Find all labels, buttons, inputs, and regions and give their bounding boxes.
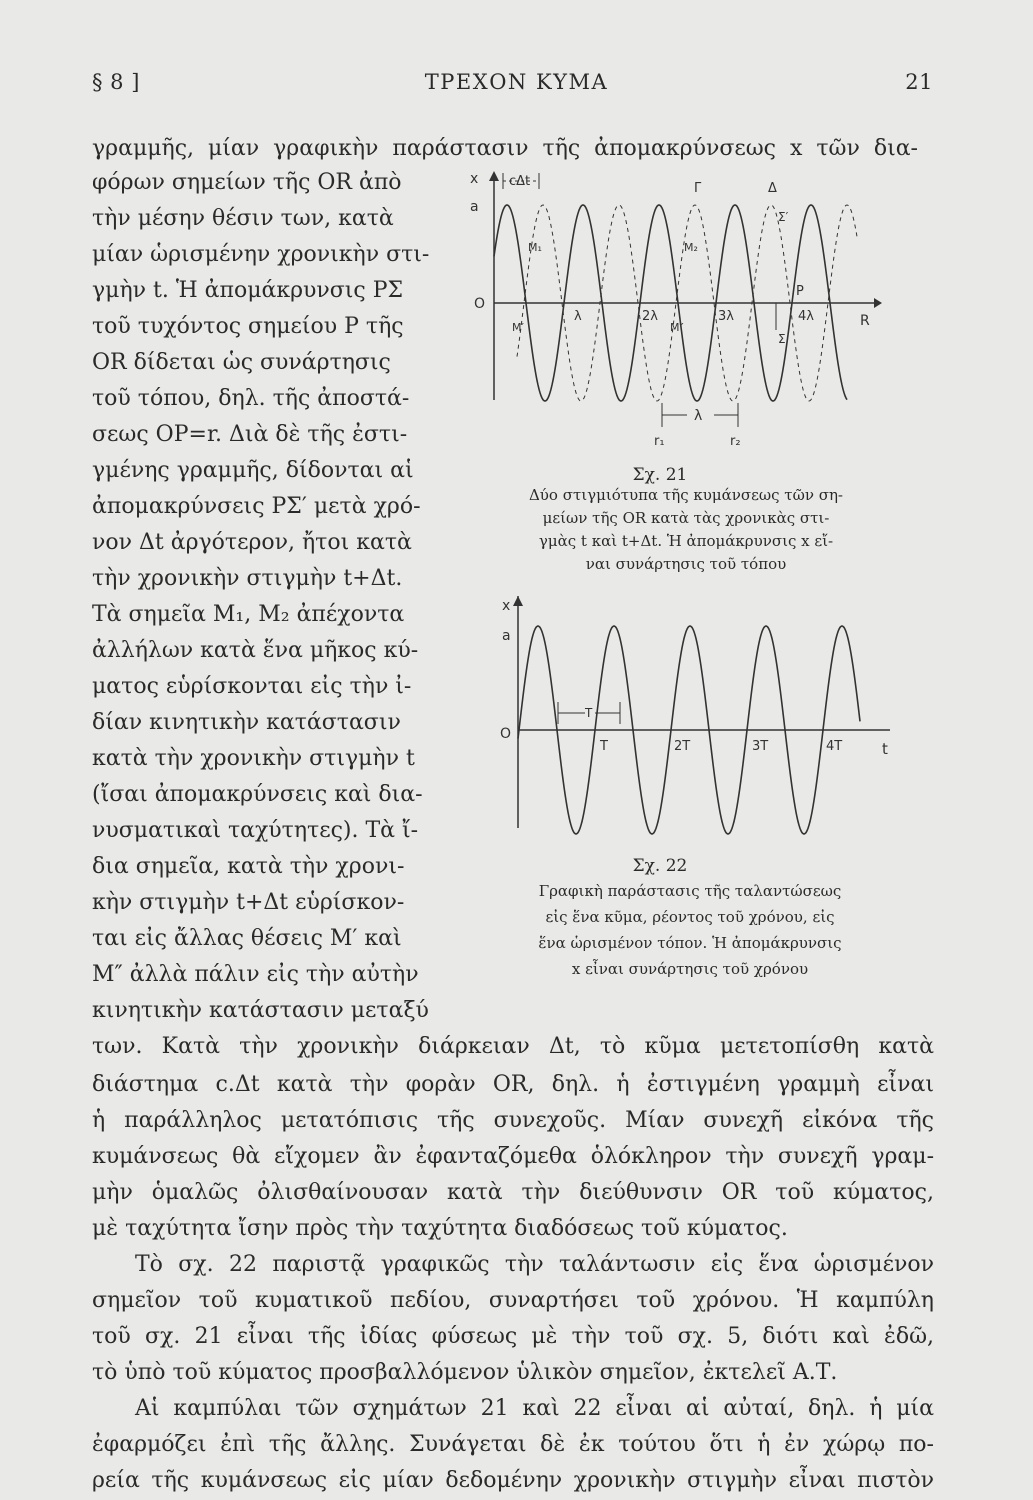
fig21-label-r: R: [860, 313, 870, 329]
text-line: των. Κατὰ τὴν χρονικὴν διάρκειαν Δt, τὸ κῦμα μετετοπίσθη κατὰ: [92, 1034, 934, 1059]
text-line: τοῦ τόπου, δηλ. τῆς ἀποστά-: [92, 386, 410, 411]
text-line: τὸ ὑπὸ τοῦ κύματος προσβαλλόμενον ὑλικὸν σημεῖον, ἐκτελεῖ Α.Τ.: [92, 1360, 838, 1385]
fig22-label-4T: 4T: [826, 739, 843, 754]
fig21-x-arrowhead: [489, 171, 499, 181]
fig22-label-T-span: T: [585, 706, 593, 720]
text-line: γμὴν t. Ἡ ἀπομάκρυνσις PΣ: [92, 278, 404, 303]
fig21-label-o: O: [474, 296, 486, 312]
text-line: τοῦ σχ. 21 εἶναι τῆς ἰδίας φύσεως μὲ τὴν τοῦ σχ. 5, διότι καὶ ἐδῶ,: [92, 1324, 934, 1349]
section-marker: § 8 ]: [92, 70, 140, 94]
fig21-label-mp: M′: [512, 321, 524, 334]
fig22-label-3T: 3T: [752, 739, 769, 754]
text-line: Αἱ καμπύλαι τῶν σχημάτων 21 καὶ 22 εἶναι αἱ αὐταί, δηλ. ἡ μία: [135, 1396, 934, 1421]
figure-22-caption-line: Γραφικὴ παράστασις τῆς ταλαντώσεως: [538, 882, 842, 900]
fig22-x-arrowhead: [513, 596, 523, 606]
fig21-label-r2: r₂: [730, 434, 741, 449]
fig21-label-delta: Δ: [768, 181, 777, 196]
text-line: ἀπομακρύνσεις PΣ′ μετὰ χρό-: [92, 494, 421, 519]
fig21-label-x: x: [470, 171, 479, 187]
fig21-label-lambda3: 3λ: [718, 309, 734, 324]
figure-21-caption-line: μείων τῆς OR κατὰ τὰς χρονικὰς στι-: [542, 509, 830, 527]
fig22-label-t: t: [882, 740, 888, 758]
text-line: κυμάνσεως θὰ εἴχομεν ἂν ἐφανταζόμεθα ὁλόκληρον τὴν συνεχῆ γραμ-: [92, 1144, 934, 1169]
fig22-label-a: a: [502, 628, 511, 644]
text-line: δια σημεῖα, κατὰ τὴν χρονι-: [92, 854, 405, 879]
figure-21-caption-line: ναι συνάρτησις τοῦ τόπου: [585, 555, 787, 573]
text-line: τοῦ τυχόντος σημείου P τῆς: [92, 314, 404, 339]
text-line: ἀλλήλων κατὰ ἕνα μῆκος κύ-: [92, 638, 419, 663]
figure-21-diagram: [462, 165, 892, 455]
fig21-label-lambda-span: λ: [694, 408, 703, 424]
text-line: μίαν ὡρισμένην χρονικὴν στι-: [92, 242, 430, 267]
figure-22-diagram: [490, 592, 910, 842]
running-title: ΤΡΕΧΟΝ ΚΥΜΑ: [424, 70, 609, 94]
figure-22-caption-line: x εἶναι συνάρτησις τοῦ χρόνου: [571, 960, 809, 978]
fig21-label-sigma: Σ: [778, 332, 786, 346]
text-line: Τὰ σημεῖα M₁, M₂ ἀπέχοντα: [92, 602, 405, 627]
text-line: ται εἰς ἄλλας θέσεις M′ καὶ: [92, 926, 402, 951]
fig22-label-o: O: [500, 726, 512, 742]
fig21-r-arrowhead: [874, 298, 882, 308]
text-line: M″ ἀλλὰ πάλιν εἰς τὴν αὐτὴν: [92, 962, 419, 987]
fig21-label-mpp: M″: [670, 321, 684, 334]
fig22-label-x: x: [502, 598, 511, 614]
fig21-label-gamma: Γ: [694, 181, 702, 196]
fig22-label-2T: 2T: [674, 739, 691, 754]
text-line: τὴν μέσην θέσιν των, κατὰ: [92, 206, 394, 231]
figure-22-caption-line: εἰς ἕνα κῦμα, ρέοντος τοῦ χρόνου, εἰς: [545, 908, 835, 926]
fig21-label-p: P: [796, 284, 804, 299]
text-line: κὴν στιγμὴν t+Δt εὑρίσκον-: [92, 890, 405, 915]
text-line: νον Δt ἀργότερον, ἤτοι κατὰ: [92, 530, 412, 555]
fig21-label-r1: r₁: [654, 434, 665, 449]
text-line: OR δίδεται ὡς συνάρτησις: [92, 350, 391, 375]
fig21-label-lambda1: λ: [574, 309, 582, 324]
page-number: 21: [905, 70, 933, 94]
text-line: δίαν κινητικὴν κατάστασιν: [92, 710, 401, 735]
fig21-label-m1: M₁: [528, 241, 542, 254]
figure-22-number: Σχ. 22: [632, 856, 688, 876]
fig22-label-T: T: [600, 739, 608, 754]
fig21-label-m2: M₂: [684, 241, 698, 254]
figure-21-number: Σχ. 21: [632, 465, 688, 485]
fig21-label-lambda2: 2λ: [642, 309, 658, 324]
fig21-label-a: a: [470, 199, 479, 215]
text-line: διάστημα c.Δt κατὰ τὴν φορὰν OR, δηλ. ἡ ἐστιγμένη γραμμὴ εἶναι: [92, 1072, 934, 1097]
figure-21-caption-line: Δύο στιγμιότυπα τῆς κυμάνσεως τῶν ση-: [528, 486, 844, 504]
text-line: μὲ ταχύτητα ἴσην πρὸς τὴν ταχύτητα διαδόσεως τοῦ κύματος.: [92, 1216, 788, 1241]
text-line: κινητικὴν κατάστασιν μεταξύ: [92, 998, 429, 1023]
text-line: ἡ παράλληλος μετατόπισις τῆς συνεχοῦς. Μίαν συνεχῆ εἰκόνα τῆς: [92, 1108, 934, 1133]
figure-21-caption-line: γμὰς t καὶ t+Δt. Ἡ ἀπομάκρυνσις x εἴ-: [538, 532, 834, 550]
text-line: ματος εὑρίσκονται εἰς τὴν ἰ-: [92, 674, 412, 699]
fig21-label-sigma-prime: Σ′: [778, 210, 789, 224]
figure-22-caption-line: ἕνα ὡρισμένον τόπον. Ἡ ἀπομάκρυνσις: [538, 934, 842, 952]
text-line: κατὰ τὴν χρονικὴν στιγμὴν t: [92, 746, 415, 771]
text-line: νυσματικαὶ ταχύτητες). Τὰ ἴ-: [92, 818, 419, 843]
text-line: ρεία τῆς κυμάνσεως εἰς μίαν δεδομένην χρονικὴν στιγμὴν εἶναι πιστὸν: [92, 1468, 934, 1493]
fig21-label-lambda4: 4λ: [798, 309, 814, 324]
text-line: ἐφαρμόζει ἐπὶ τῆς ἄλλης. Συνάγεται δὲ ἐκ τούτου ὅτι ἡ ἐν χώρῳ πο-: [92, 1432, 934, 1457]
text-line: μὴν ὁμαλῶς ὀλισθαίνουσαν κατὰ τὴν διεύθυνσιν OR τοῦ κύματος,: [92, 1180, 934, 1205]
fig21-label-cdt: cΔt: [509, 174, 531, 189]
text-line: (ἴσαι ἀπομακρύνσεις καὶ δια-: [92, 782, 423, 807]
text-line: σημεῖον τοῦ κυματικοῦ πεδίου, συναρτήσει τοῦ χρόνου. Ἡ καμπύλη: [92, 1288, 934, 1313]
text-line: γμένης γραμμῆς, δίδονται αἱ: [92, 458, 414, 483]
text-line: φόρων σημείων τῆς OR ἀπὸ: [92, 170, 402, 195]
text-line: σεως OP=r. Διὰ δὲ τῆς ἐστι-: [92, 422, 408, 447]
text-line: Τὸ σχ. 22 παριστᾷ γραφικῶς τὴν ταλάντωσιν εἰς ἕνα ὡρισμένον: [135, 1252, 934, 1277]
text-line: γραμμῆς, μίαν γραφικὴν παράστασιν τῆς ἀπομακρύνσεως x τῶν δια-: [92, 136, 918, 161]
text-line: τὴν χρονικὴν στιγμὴν t+Δt.: [92, 566, 403, 591]
